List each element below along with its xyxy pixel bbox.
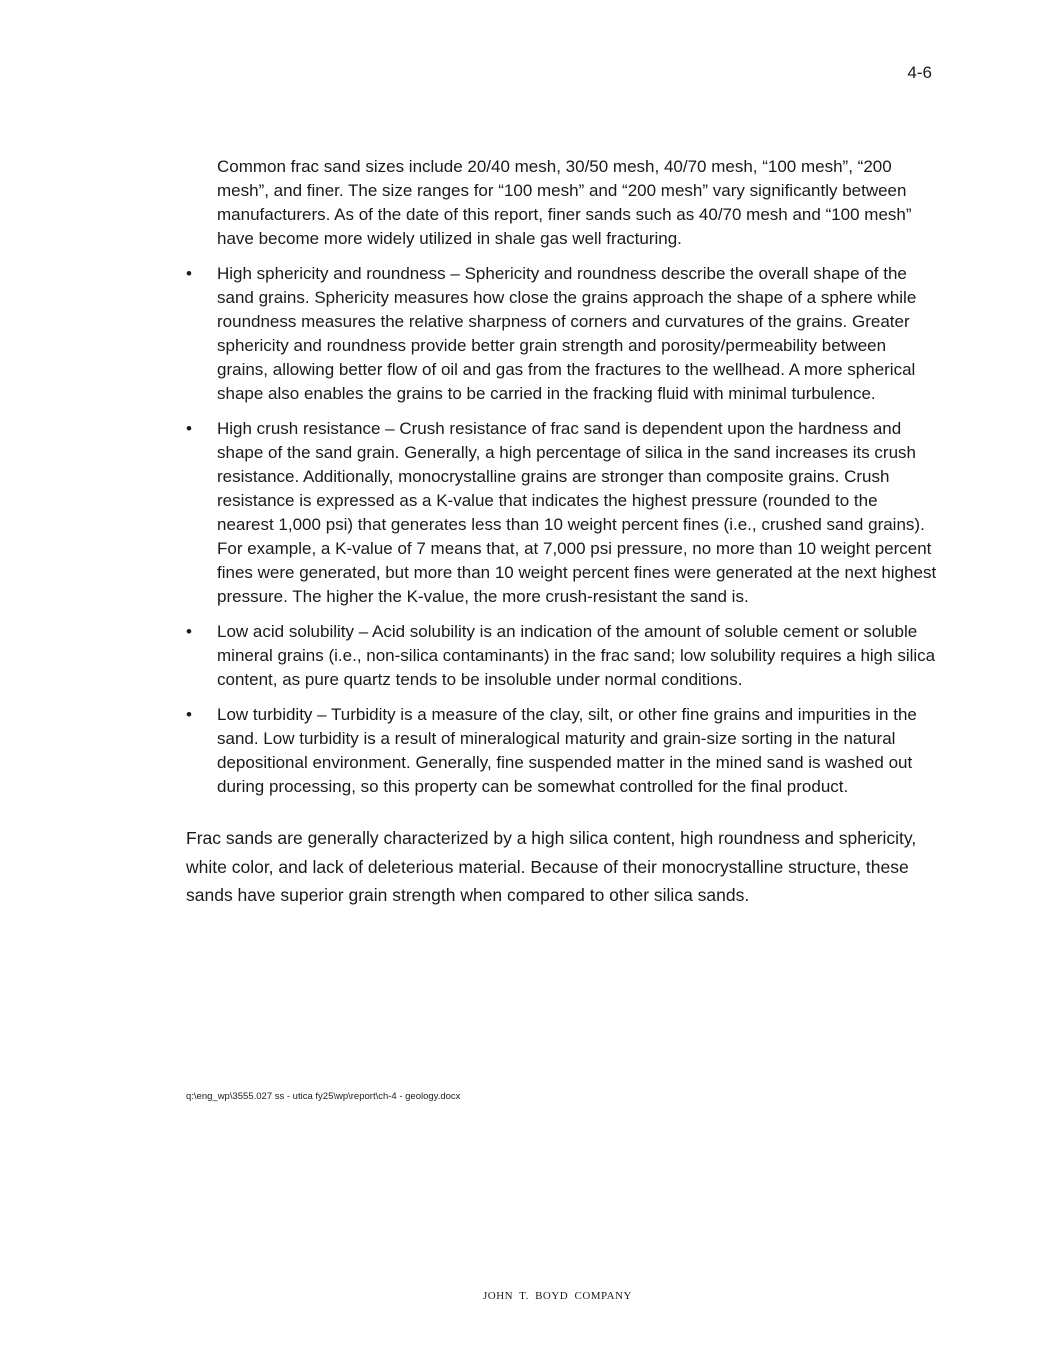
property-bullet-list xyxy=(186,262,936,799)
bullet-icon: • xyxy=(186,264,192,283)
bullet-icon: • xyxy=(186,622,192,641)
page-number: 4-6 xyxy=(907,63,932,82)
closing-paragraph: Frac sands are generally characterized by a high silica content, high roundness and sphericity, white color, and lack of deleterious material. Because of their monocrystalline structure, these sands have superior grain strength when compared to other silica sands. xyxy=(186,828,917,905)
bullet-text: High crush resistance – Crush resistance of frac sand is dependent upon the hardness and shape of the sand grain. Generally, a high percentage of silica in the sand increases its crush resistance. Additionally, monocrystalline grains are stronger than composite grains. Crush resistance is expressed as a K-value that indicates the highest pressure (rounded to the nearest 1,000 psi) that generates less than 10 weight percent fines (i.e., crushed sand grains). For example, a K-value of 7 means that, at 7,000 psi pressure, no more than 10 weight percent fines were generated, but more than 10 weight percent fines were generated at the next highest pressure. The higher the K-value, the more crush-resistant the sand is. xyxy=(217,419,937,606)
bullet-text: Low acid solubility – Acid solubility is an indication of the amount of soluble cement or soluble mineral grains (i.e., non-silica contaminants) in the frac sand; low solubility requires a high silica content, as pure quartz tends to be insoluble under normal conditions. xyxy=(217,622,936,689)
bullet-icon: • xyxy=(186,419,192,438)
intro-paragraph: Common frac sand sizes include 20/40 mesh, 30/50 mesh, 40/70 mesh, “100 mesh”, “200 mesh”, and finer. The size ranges for “100 mesh” and “200 mesh” vary significantly between manufacturers. As of the date of this report, finer sands such as 40/70 mesh and “100 mesh” have become more widely utilized in shale gas well fracturing. xyxy=(217,157,912,248)
company-name-footer: JOHN T. BOYD COMPANY xyxy=(483,1290,632,1302)
bullet-item-acid-solubility xyxy=(186,620,937,692)
file-path-footer: q:\eng_wp\3555.027 ss - utica fy25\wp\report\ch-4 - geology.docx xyxy=(186,1091,461,1102)
bullet-text: Low turbidity – Turbidity is a measure of the clay, silt, or other fine grains and impurities in the sand. Low turbidity is a result of mineralogical maturity and grain-size sorting in the natural depositional environment. Generally, fine suspended matter in the mined sand is washed out during processing, so this property can be somewhat controlled for the final product. xyxy=(217,705,917,796)
bullet-item-crush-resistance xyxy=(186,417,937,609)
bullet-text: High sphericity and roundness – Sphericity and roundness describe the overall shape of the sand grains. Sphericity measures how close the grains approach the shape of a sphere while roundness measures the relative sharpness of corners and curvatures of the grains. Greater sphericity and roundness provide better grain strength and porosity/permeability between grains, allowing better flow of oil and gas from the fractures to the wellhead. A more spherical shape also enables the grains to be carried in the fracking fluid with minimal turbulence. xyxy=(217,264,917,403)
bullet-item-turbidity xyxy=(186,703,937,799)
bullet-item-sphericity xyxy=(186,262,937,406)
document-body xyxy=(186,155,936,910)
bullet-icon: • xyxy=(186,705,192,724)
